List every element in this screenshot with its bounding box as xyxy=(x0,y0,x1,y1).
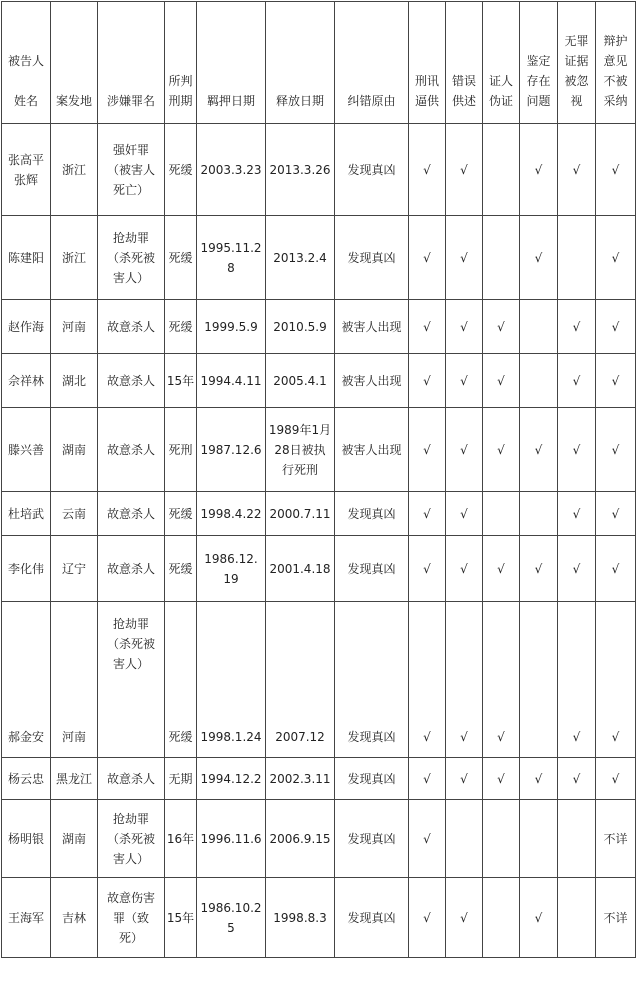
cell-evidence-ignored: √ xyxy=(558,536,596,602)
cell-released-date: 2001.4.18 xyxy=(266,536,335,602)
header-false-confession: 错误 供述 xyxy=(446,2,483,124)
cell-torture: √ xyxy=(409,878,446,958)
cell-sentence: 死缓 xyxy=(165,300,197,354)
cell-detained-date: 1994.12.2 xyxy=(197,758,266,800)
cell-detained-date: 1987.12.6 xyxy=(197,408,266,492)
header-charge: 涉嫌罪名 xyxy=(98,2,165,124)
cell-false-confession: √ xyxy=(446,758,483,800)
cell-detained-date: 1986.10.2 5 xyxy=(197,878,266,958)
table-row xyxy=(2,300,636,354)
cell-evidence-ignored xyxy=(558,216,596,300)
cell-false-confession: √ xyxy=(446,354,483,408)
cell-perjury: √ xyxy=(483,300,520,354)
cell-false-confession: √ xyxy=(446,492,483,536)
cell-place: 黑龙江 xyxy=(51,758,98,800)
header-correction-reason: 纠错原由 xyxy=(335,2,409,124)
cell-torture: √ xyxy=(409,124,446,216)
table-row xyxy=(2,800,636,878)
cell-charge: 故意杀人 xyxy=(98,354,165,408)
cell-torture: √ xyxy=(409,492,446,536)
table-row xyxy=(2,602,636,758)
cell-correction-reason: 发现真凶 xyxy=(335,878,409,958)
cell-defense-rejected: √ xyxy=(596,300,636,354)
cell-place: 浙江 xyxy=(51,124,98,216)
cell-defense-rejected: √ xyxy=(596,536,636,602)
cell-place: 湖北 xyxy=(51,354,98,408)
table-row xyxy=(2,878,636,958)
cell-defendant-name: 王海军 xyxy=(2,878,51,958)
cell-torture: √ xyxy=(409,536,446,602)
table-row xyxy=(2,492,636,536)
cell-correction-reason: 发现真凶 xyxy=(335,492,409,536)
cell-perjury xyxy=(483,878,520,958)
cell-perjury xyxy=(483,492,520,536)
cell-evidence-ignored: √ xyxy=(558,602,596,758)
cell-correction-reason: 发现真凶 xyxy=(335,124,409,216)
cell-correction-reason: 发现真凶 xyxy=(335,536,409,602)
header-sentence: 所判 刑期 xyxy=(165,2,197,124)
cell-defense-rejected: √ xyxy=(596,124,636,216)
cell-place: 湖南 xyxy=(51,800,98,878)
cell-forensic-issue xyxy=(520,492,558,536)
header-perjury: 证人 伪证 xyxy=(483,2,520,124)
cell-detained-date: 1996.11.6 xyxy=(197,800,266,878)
header-row xyxy=(2,2,636,124)
cell-sentence: 死缓 xyxy=(165,536,197,602)
table-row xyxy=(2,408,636,492)
cell-sentence: 死缓 xyxy=(165,492,197,536)
cell-evidence-ignored: √ xyxy=(558,124,596,216)
header-place: 案发地 xyxy=(51,2,98,124)
cell-correction-reason: 发现真凶 xyxy=(335,758,409,800)
cell-false-confession: √ xyxy=(446,602,483,758)
wrongful-convictions-table xyxy=(1,1,636,958)
cell-forensic-issue: √ xyxy=(520,124,558,216)
cell-charge: 抢劫罪 （杀死被 害人） xyxy=(98,800,165,878)
cell-charge: 故意杀人 xyxy=(98,492,165,536)
cell-place: 吉林 xyxy=(51,878,98,958)
cell-torture: √ xyxy=(409,300,446,354)
header-torture: 刑讯 逼供 xyxy=(409,2,446,124)
cell-detained-date: 2003.3.23 xyxy=(197,124,266,216)
cell-sentence: 死缓 xyxy=(165,602,197,758)
cell-released-date: 2006.9.15 xyxy=(266,800,335,878)
cell-place: 河南 xyxy=(51,602,98,758)
cell-torture: √ xyxy=(409,800,446,878)
cell-defendant-name: 滕兴善 xyxy=(2,408,51,492)
cell-forensic-issue: √ xyxy=(520,758,558,800)
table-row xyxy=(2,216,636,300)
header-forensic-issue: 鉴定 存在 问题 xyxy=(520,2,558,124)
cell-released-date: 2000.7.11 xyxy=(266,492,335,536)
cell-correction-reason: 被害人出现 xyxy=(335,408,409,492)
cell-torture: √ xyxy=(409,216,446,300)
cell-detained-date: 1986.12. 19 xyxy=(197,536,266,602)
table-row xyxy=(2,758,636,800)
cell-forensic-issue xyxy=(520,354,558,408)
cell-place: 河南 xyxy=(51,300,98,354)
header-defendant-name: 被告人 姓名 xyxy=(2,2,51,124)
cell-false-confession: √ xyxy=(446,216,483,300)
cell-defendant-name: 杜培武 xyxy=(2,492,51,536)
cell-false-confession: √ xyxy=(446,536,483,602)
cell-detained-date: 1995.11.2 8 xyxy=(197,216,266,300)
cell-detained-date: 1999.5.9 xyxy=(197,300,266,354)
cell-torture: √ xyxy=(409,602,446,758)
cell-evidence-ignored: √ xyxy=(558,354,596,408)
cell-correction-reason: 被害人出现 xyxy=(335,300,409,354)
cell-evidence-ignored xyxy=(558,878,596,958)
table-row xyxy=(2,124,636,216)
cell-evidence-ignored: √ xyxy=(558,758,596,800)
cell-defendant-name: 李化伟 xyxy=(2,536,51,602)
cell-detained-date: 1998.1.24 xyxy=(197,602,266,758)
cell-torture: √ xyxy=(409,758,446,800)
cell-forensic-issue: √ xyxy=(520,878,558,958)
cell-perjury xyxy=(483,124,520,216)
cell-sentence: 16年 xyxy=(165,800,197,878)
header-released-date: 释放日期 xyxy=(266,2,335,124)
cell-forensic-issue: √ xyxy=(520,536,558,602)
cell-charge: 故意伤害 罪（致 死） xyxy=(98,878,165,958)
cell-correction-reason: 发现真凶 xyxy=(335,216,409,300)
cell-perjury: √ xyxy=(483,602,520,758)
cell-defense-rejected: √ xyxy=(596,354,636,408)
cell-place: 湖南 xyxy=(51,408,98,492)
cell-forensic-issue xyxy=(520,800,558,878)
cell-evidence-ignored: √ xyxy=(558,408,596,492)
header-evidence-ignored: 无罪 证据 被忽 视 xyxy=(558,2,596,124)
cell-defendant-name: 郝金安 xyxy=(2,602,51,758)
cell-defense-rejected: √ xyxy=(596,408,636,492)
cell-perjury: √ xyxy=(483,354,520,408)
cell-defendant-name: 张高平 张辉 xyxy=(2,124,51,216)
cell-charge: 抢劫罪 （杀死被 害人） xyxy=(98,216,165,300)
cell-correction-reason: 被害人出现 xyxy=(335,354,409,408)
cell-sentence: 无期 xyxy=(165,758,197,800)
cell-place: 浙江 xyxy=(51,216,98,300)
cell-detained-date: 1998.4.22 xyxy=(197,492,266,536)
cell-defense-rejected: √ xyxy=(596,758,636,800)
cell-charge: 强奸罪 （被害人 死亡） xyxy=(98,124,165,216)
cell-sentence: 死缓 xyxy=(165,216,197,300)
cell-place: 云南 xyxy=(51,492,98,536)
cell-detained-date: 1994.4.11 xyxy=(197,354,266,408)
cell-false-confession: √ xyxy=(446,878,483,958)
cell-sentence: 死刑 xyxy=(165,408,197,492)
cell-charge: 抢劫罪 （杀死被 害人） xyxy=(98,602,165,758)
cell-defense-rejected: 不详 xyxy=(596,878,636,958)
cell-released-date: 2013.3.26 xyxy=(266,124,335,216)
cell-perjury: √ xyxy=(483,758,520,800)
cell-released-date: 1998.8.3 xyxy=(266,878,335,958)
cell-released-date: 2005.4.1 xyxy=(266,354,335,408)
cell-false-confession: √ xyxy=(446,408,483,492)
header-detained-date: 羁押日期 xyxy=(197,2,266,124)
cell-false-confession: √ xyxy=(446,300,483,354)
cell-charge: 故意杀人 xyxy=(98,300,165,354)
cell-defense-rejected: 不详 xyxy=(596,800,636,878)
cell-forensic-issue: √ xyxy=(520,216,558,300)
cell-perjury xyxy=(483,800,520,878)
cell-false-confession: √ xyxy=(446,124,483,216)
table-row xyxy=(2,536,636,602)
cell-correction-reason: 发现真凶 xyxy=(335,800,409,878)
header-defense-rejected: 辩护 意见 不被 采纳 xyxy=(596,2,636,124)
cell-defendant-name: 佘祥林 xyxy=(2,354,51,408)
cell-released-date: 2013.2.4 xyxy=(266,216,335,300)
cell-defendant-name: 杨明银 xyxy=(2,800,51,878)
cell-defense-rejected: √ xyxy=(596,216,636,300)
cell-forensic-issue: √ xyxy=(520,408,558,492)
cell-sentence: 死缓 xyxy=(165,124,197,216)
cell-perjury: √ xyxy=(483,536,520,602)
cell-sentence: 15年 xyxy=(165,354,197,408)
cell-evidence-ignored: √ xyxy=(558,300,596,354)
cell-defense-rejected: √ xyxy=(596,602,636,758)
cell-forensic-issue xyxy=(520,300,558,354)
cell-forensic-issue xyxy=(520,602,558,758)
cell-released-date: 1989年1月 28日被执 行死刑 xyxy=(266,408,335,492)
cell-released-date: 2007.12 xyxy=(266,602,335,758)
cell-evidence-ignored xyxy=(558,800,596,878)
table-row xyxy=(2,354,636,408)
cell-correction-reason: 发现真凶 xyxy=(335,602,409,758)
cell-false-confession xyxy=(446,800,483,878)
cell-perjury xyxy=(483,216,520,300)
cell-released-date: 2010.5.9 xyxy=(266,300,335,354)
cell-defendant-name: 赵作海 xyxy=(2,300,51,354)
cell-released-date: 2002.3.11 xyxy=(266,758,335,800)
cell-sentence: 15年 xyxy=(165,878,197,958)
cell-defense-rejected: √ xyxy=(596,492,636,536)
cell-evidence-ignored: √ xyxy=(558,492,596,536)
cell-place: 辽宁 xyxy=(51,536,98,602)
cell-torture: √ xyxy=(409,408,446,492)
cell-perjury: √ xyxy=(483,408,520,492)
cell-defendant-name: 陈建阳 xyxy=(2,216,51,300)
cell-charge: 故意杀人 xyxy=(98,408,165,492)
cell-torture: √ xyxy=(409,354,446,408)
cell-charge: 故意杀人 xyxy=(98,536,165,602)
cell-defendant-name: 杨云忠 xyxy=(2,758,51,800)
cell-charge: 故意杀人 xyxy=(98,758,165,800)
